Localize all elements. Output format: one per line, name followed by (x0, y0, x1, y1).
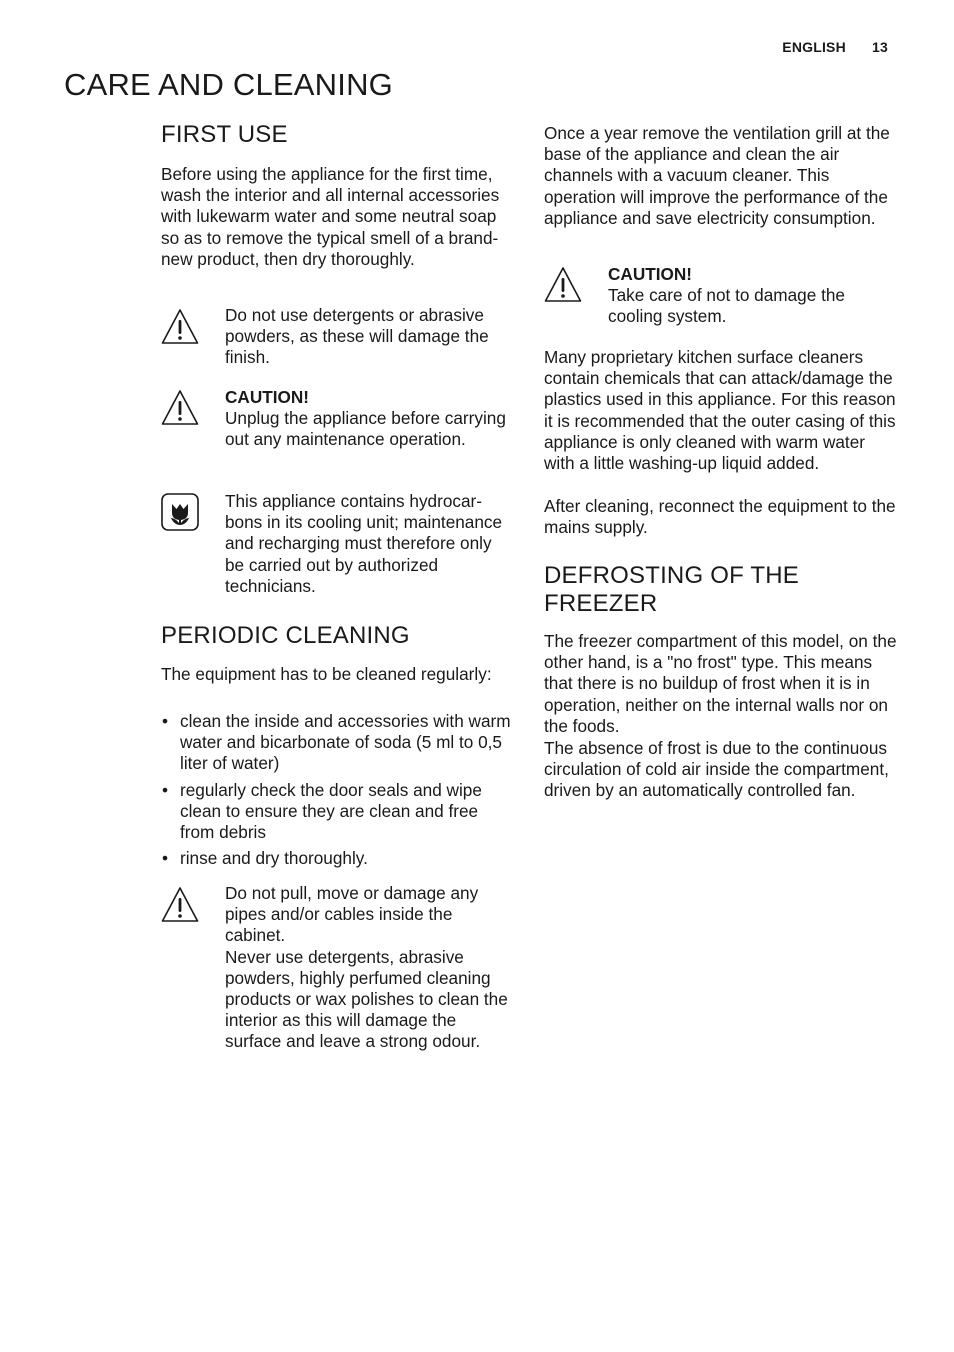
warning-triangle-icon (544, 266, 582, 304)
caution-text: Take care of not to damage the cooling system. (608, 285, 845, 327)
list-item: • clean the inside and accessories with warm water and bicarbonate of soda (5 ml to 0,5 liter of water) (161, 711, 513, 775)
caution-block (608, 264, 899, 328)
environment-flower-icon (161, 493, 199, 531)
first-use-body: Before using the appliance for the first time, wash the interior and all internal accessories with lukewarm water and some neutral soap so as to remove the typical smell of a brand-new product, then dry thoroughly. (161, 164, 500, 269)
caution-text: Unplug the appliance before carrying out any maintenance operation. (225, 408, 506, 450)
page-header (782, 39, 888, 55)
warning-text-pipes: Do not pull, move or damage any pipes and/or cables inside the cabinet. (225, 883, 479, 946)
defrosting-body-1: The freezer compartment of this model, on the other hand, is a "no frost" type. This means that there is no buildup of frost when it is in operation, neither on the internal walls nor on the foods. (544, 631, 897, 736)
page-number: 13 (872, 39, 888, 55)
list-item: • rinse and dry thoroughly. (161, 848, 513, 869)
caution-label: CAUTION! (225, 387, 310, 407)
warning-triangle-icon (161, 389, 199, 427)
cleaners-text: Many proprietary kitchen surface cleaners contain chemicals that can attack/damage the plastics used in this appliance. For this reason it is recommended that the outer casing of this appliance is only cleaned with warm water with a little washing-up liquid added. (544, 347, 896, 474)
warning-text-detergents: Never use detergents, abrasive powders, highly perfumed cleaning products or wax polishes to clean the interior as this will damage the surface and leave a strong odour. (225, 946, 508, 1052)
defrosting-heading: DEFROSTING OF THE FREEZER (544, 562, 799, 617)
environment-text: This appliance contains hydrocarbons in its cooling unit; maintenance and recharging must therefore only be carried out by authorized technicians. (225, 491, 503, 596)
periodic-cleaning-intro: The equipment has to be cleaned regularly: (161, 664, 492, 684)
warning-triangle-icon (161, 308, 199, 346)
first-use-heading: FIRST USE (161, 121, 288, 148)
ventilation-text: Once a year remove the ventilation grill at the base of the appliance and clean the air channels with a vacuum cleaner. This operation will improve the performance of the appliance and save electricity consumption. (544, 123, 890, 228)
defrosting-body-2: The absence of frost is due to the continuous circulation of cold air inside the compartment, driven by an automatically controlled fan. (544, 738, 889, 801)
warning-text: Do not use detergents or abrasive powders, as these will damage the finish. (225, 305, 489, 368)
reconnect-text: After cleaning, reconnect the equipment to the mains supply. (544, 496, 896, 538)
list-item: • regularly check the door seals and wipe clean to ensure they are clean and free from debris (161, 780, 513, 844)
warning-triangle-icon (161, 886, 199, 924)
page-title: CARE AND CLEANING (64, 67, 393, 102)
language-label: ENGLISH (782, 39, 846, 55)
caution-label: CAUTION! (608, 264, 693, 284)
cleaning-steps-list (161, 711, 513, 874)
warning-block (225, 883, 513, 1053)
caution-block (225, 387, 513, 451)
periodic-cleaning-heading: PERIODIC CLEANING (161, 622, 410, 649)
